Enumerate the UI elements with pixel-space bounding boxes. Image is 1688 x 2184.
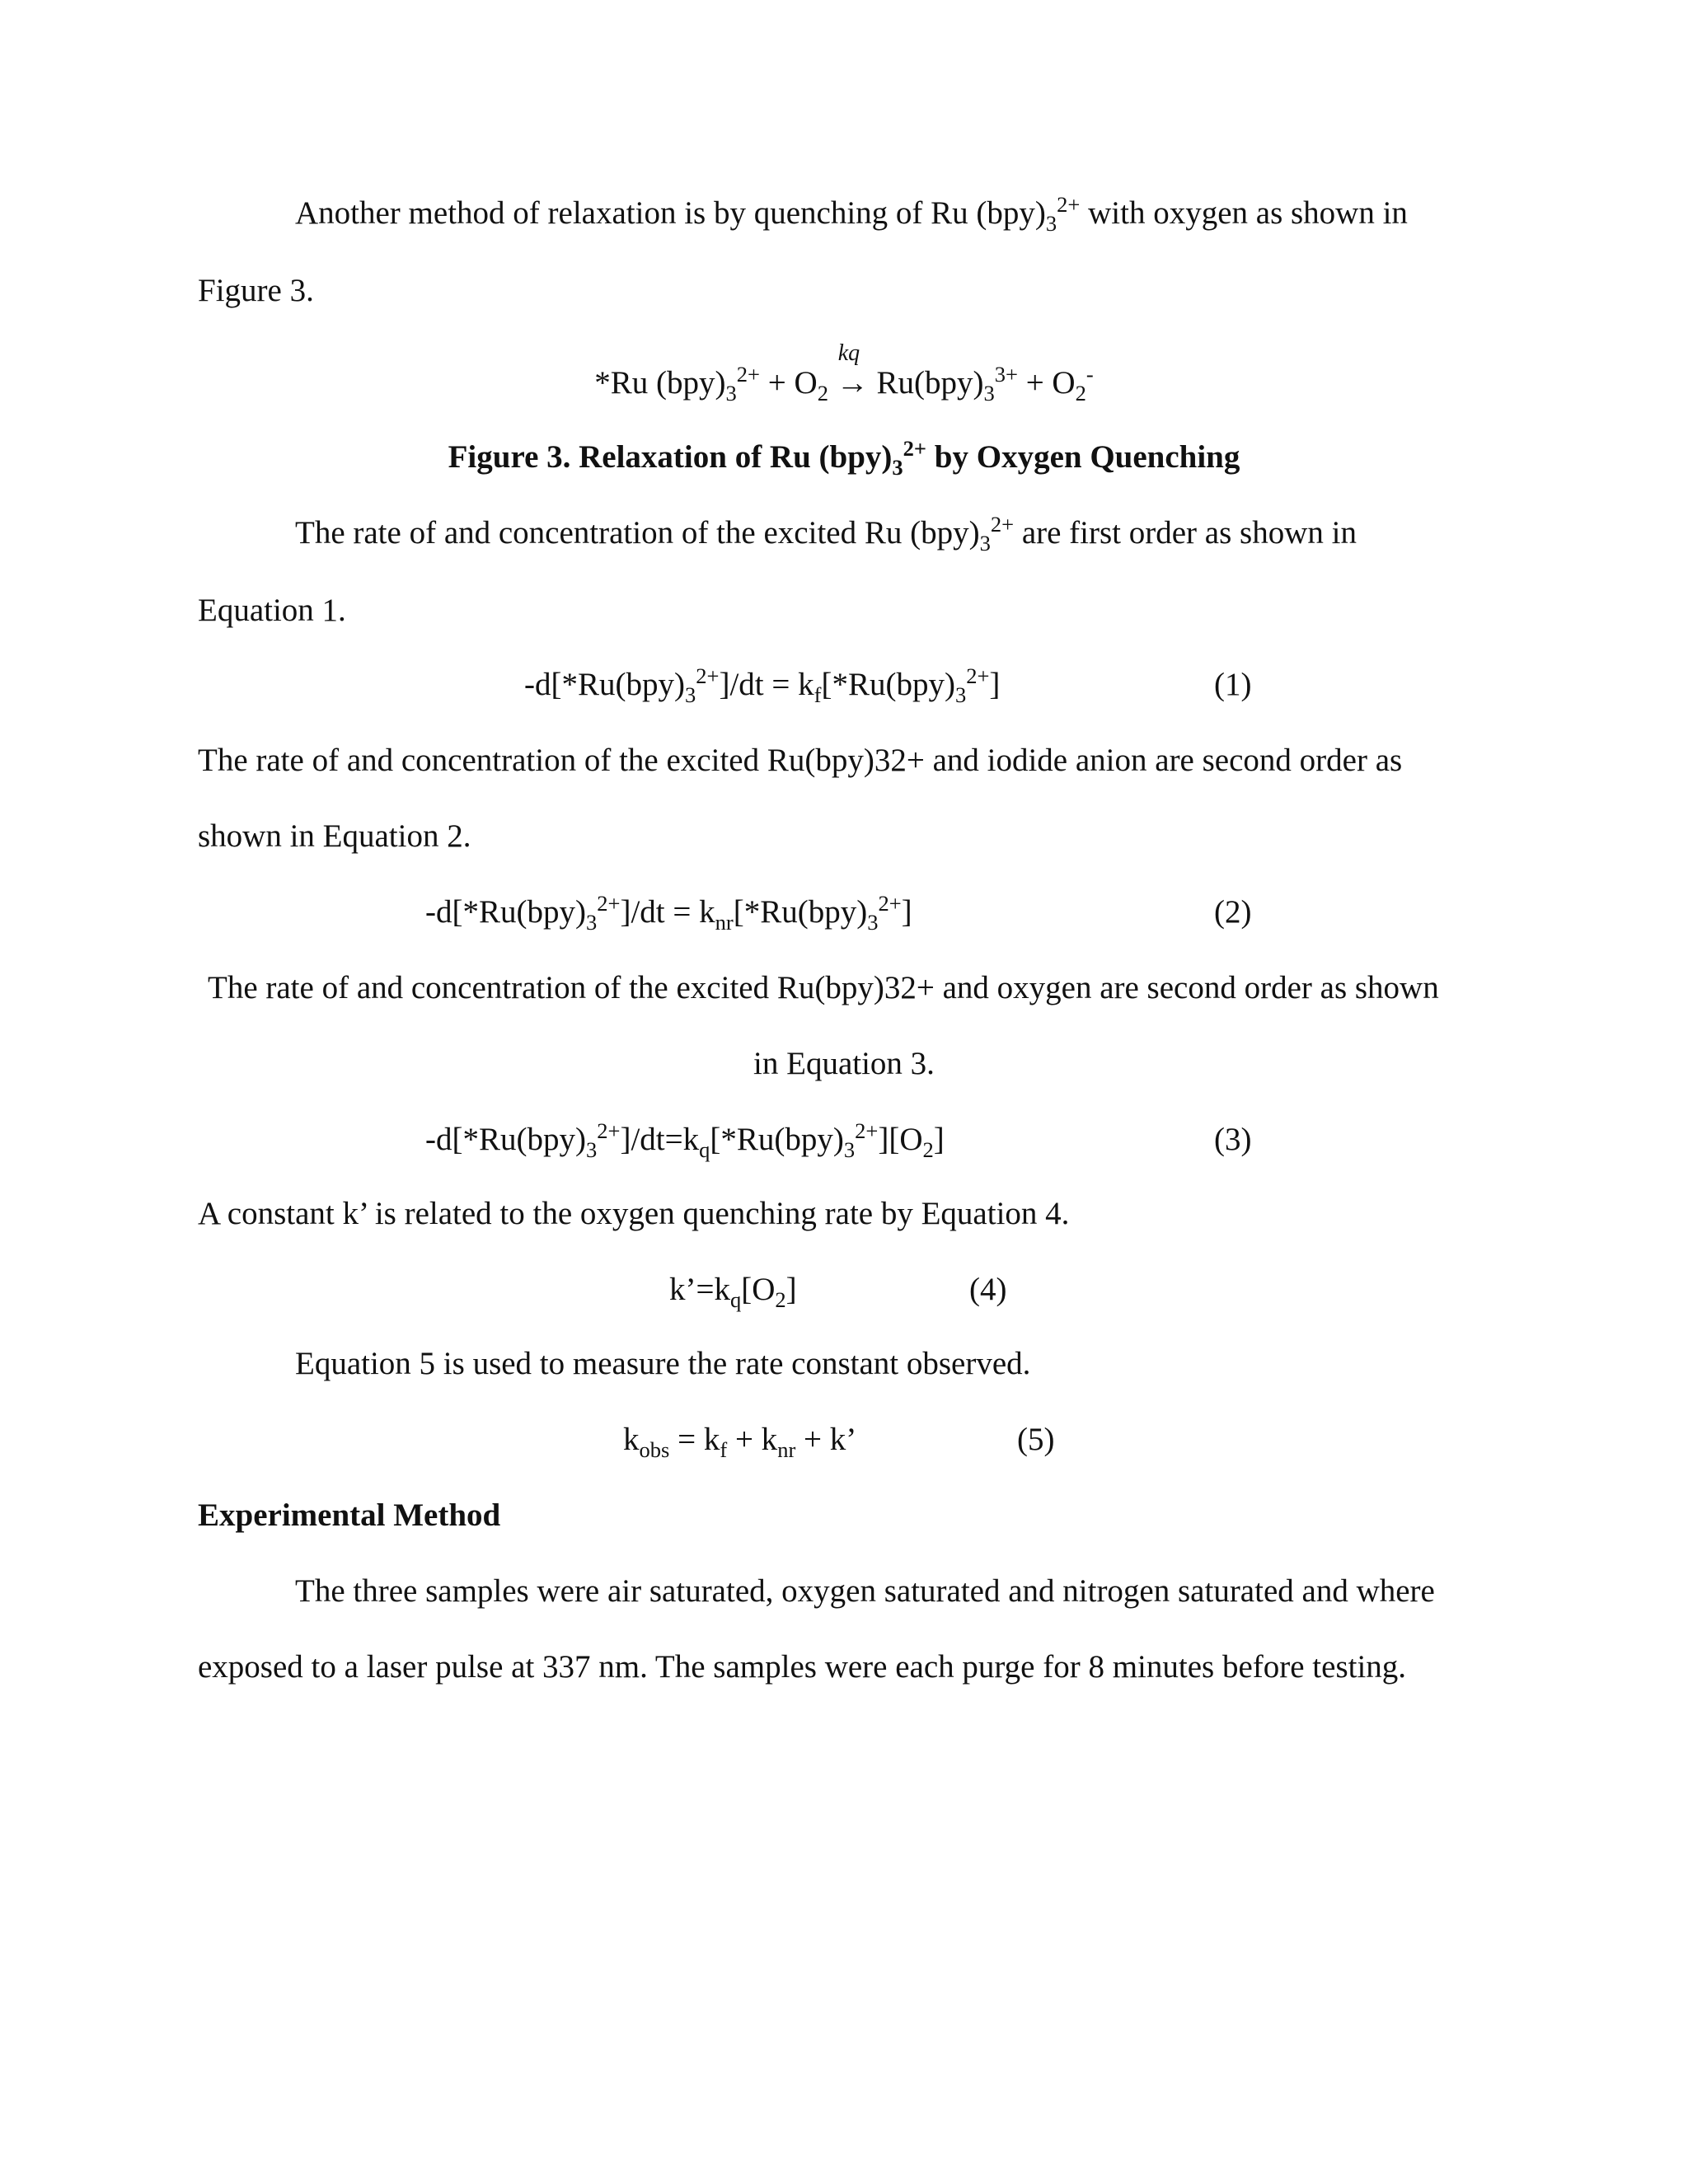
text: with oxygen as shown in xyxy=(1080,195,1408,231)
text: *Ru (bpy) xyxy=(594,365,726,401)
subscript: q xyxy=(729,1286,742,1312)
text: are first order as shown in xyxy=(1014,515,1357,551)
text: ]/dt=k xyxy=(620,1122,700,1157)
subscript: 3 xyxy=(979,530,991,555)
equation-2 xyxy=(425,891,912,935)
subscript: 3 xyxy=(585,1137,598,1162)
superscript: 2+ xyxy=(597,891,621,916)
subscript: 2 xyxy=(817,380,828,405)
subscript: obs xyxy=(639,1436,670,1462)
text: [*Ru(bpy) xyxy=(733,894,868,930)
text: + k xyxy=(727,1422,778,1457)
equation-1 xyxy=(524,663,1001,707)
subscript: 3 xyxy=(725,380,737,405)
section-heading: Experimental Method xyxy=(198,1497,501,1533)
rate-constant-label: kq xyxy=(837,340,860,366)
superscript: 3+ xyxy=(994,362,1018,387)
text: by Oxygen Quenching xyxy=(926,439,1240,475)
reaction-equation xyxy=(0,340,1688,405)
paragraph-line: Equation 5 is used to measure the rate constant observed. xyxy=(295,1346,1031,1381)
subscript: 3 xyxy=(867,909,879,935)
text: + O xyxy=(1017,365,1076,401)
text: -d[*Ru(bpy) xyxy=(425,894,586,930)
subscript: nr xyxy=(777,1436,796,1462)
subscript: 3 xyxy=(892,454,903,480)
text: -d[*Ru(bpy) xyxy=(524,667,685,702)
text: ]/dt = k xyxy=(719,667,814,702)
equation-number: (2) xyxy=(1214,894,1252,930)
superscript: 2+ xyxy=(903,436,927,461)
superscript: 2+ xyxy=(1057,192,1081,217)
text: Another method of relaxation is by quenching of Ru (bpy) xyxy=(295,195,1046,231)
text: ] xyxy=(933,1122,945,1157)
equation-number: (3) xyxy=(1214,1122,1252,1157)
equation-3 xyxy=(425,1118,945,1162)
paragraph-line xyxy=(295,192,1408,236)
text: ]/dt = k xyxy=(620,894,715,930)
text: -d[*Ru(bpy) xyxy=(425,1122,586,1157)
subscript: f xyxy=(814,682,822,707)
text: k’=k xyxy=(669,1272,730,1307)
subscript: 3 xyxy=(954,682,967,707)
superscript: 2+ xyxy=(966,663,990,688)
reaction-arrow xyxy=(836,340,869,403)
superscript: 2+ xyxy=(736,362,761,387)
equation-number: (5) xyxy=(1017,1422,1055,1457)
subscript: 2 xyxy=(1075,380,1086,405)
arrow-glyph: → xyxy=(836,365,869,401)
paragraph-line: exposed to a laser pulse at 337 nm. The samples were each purge for 8 minutes before testing. xyxy=(198,1649,1407,1685)
equation-number: (1) xyxy=(1214,667,1252,702)
text: Figure 3. Relaxation of Ru (bpy) xyxy=(448,439,893,475)
text: ] xyxy=(785,1272,797,1307)
subscript: 2 xyxy=(922,1137,934,1162)
text: ] xyxy=(989,667,1001,702)
equation-5 xyxy=(623,1421,856,1460)
paragraph-line: in Equation 3. xyxy=(753,1046,935,1081)
subscript: 3 xyxy=(1045,210,1057,236)
subscript: f xyxy=(720,1436,728,1462)
paragraph-line: The rate of and concentration of the excited Ru(bpy)32+ and oxygen are second order as shown xyxy=(208,970,1439,1005)
text: ][O xyxy=(878,1122,923,1157)
figure-caption xyxy=(0,436,1688,480)
equation-4 xyxy=(669,1271,797,1310)
subscript: 3 xyxy=(843,1137,856,1162)
equation-number: (4) xyxy=(969,1272,1007,1307)
paragraph-line: Figure 3. xyxy=(198,273,314,308)
text: [*Ru(bpy) xyxy=(821,667,955,702)
superscript: 2+ xyxy=(878,891,902,916)
text: + k’ xyxy=(795,1422,857,1457)
text: Ru(bpy) xyxy=(868,365,984,401)
superscript: 2+ xyxy=(696,663,720,688)
text: ] xyxy=(901,894,912,930)
superscript: 2+ xyxy=(597,1118,621,1143)
text: [*Ru(bpy) xyxy=(710,1122,844,1157)
subscript: 3 xyxy=(684,682,696,707)
subscript: 3 xyxy=(585,909,598,935)
text: = k xyxy=(669,1422,720,1457)
paragraph-line: Equation 1. xyxy=(198,593,346,628)
subscript: q xyxy=(699,1137,710,1162)
text: k xyxy=(623,1422,640,1457)
paragraph-line: A constant k’ is related to the oxygen quenching rate by Equation 4. xyxy=(198,1196,1070,1231)
text: + O xyxy=(760,365,818,401)
paragraph-line: shown in Equation 2. xyxy=(198,818,471,854)
superscript: 2+ xyxy=(990,512,1015,537)
text: [O xyxy=(741,1272,776,1307)
subscript: 2 xyxy=(775,1286,786,1312)
superscript: - xyxy=(1085,362,1094,387)
paragraph-line xyxy=(295,514,1357,553)
subscript: 3 xyxy=(983,380,995,405)
paragraph-line: The three samples were air saturated, oxygen saturated and nitrogen saturated and where xyxy=(295,1573,1435,1609)
text: The rate of and concentration of the excited Ru (bpy) xyxy=(295,515,980,551)
superscript: 2+ xyxy=(855,1118,879,1143)
subscript: nr xyxy=(715,909,734,935)
paragraph-line: The rate of and concentration of the excited Ru(bpy)32+ and iodide anion are second order as xyxy=(198,743,1403,778)
